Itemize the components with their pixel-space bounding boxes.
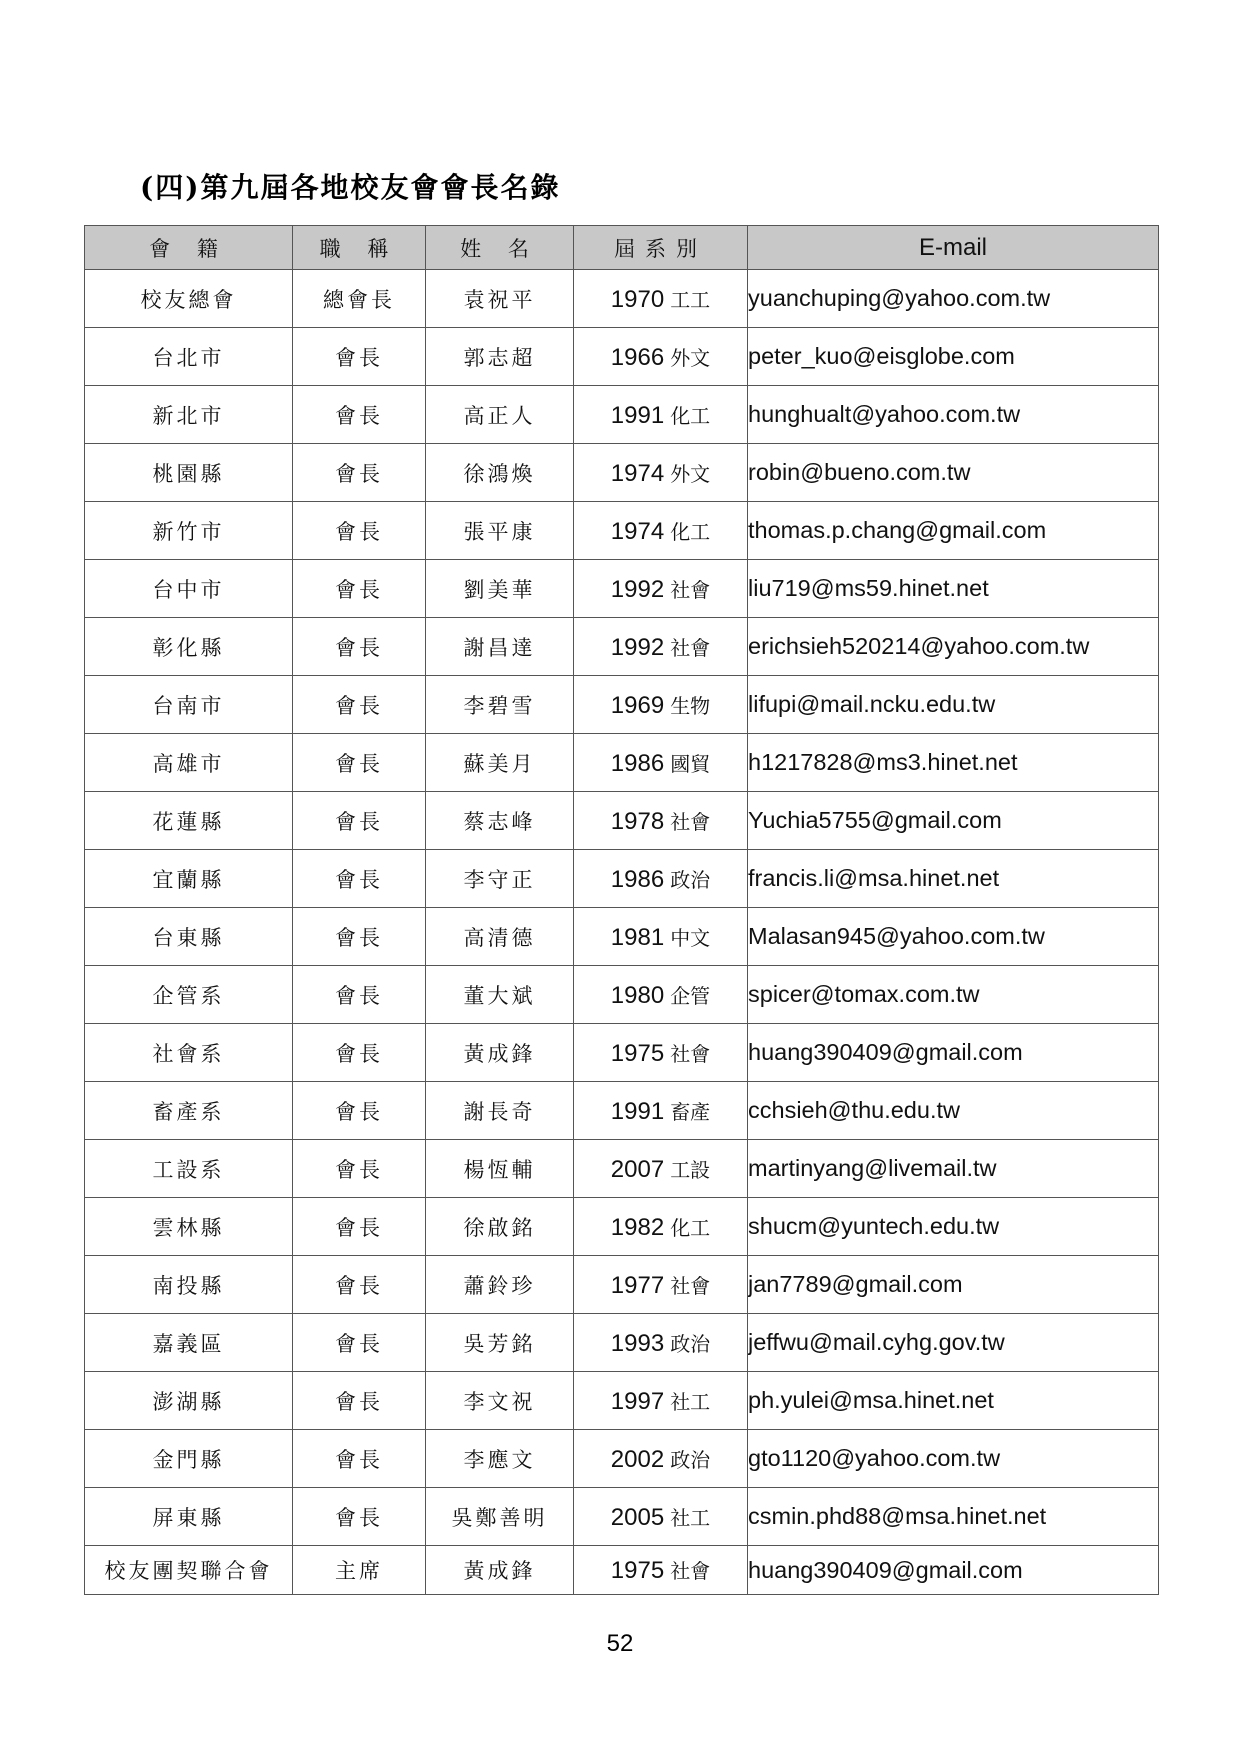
cell-email: h1217828@ms3.hinet.net [748,734,1159,792]
cell-region: 花蓮縣 [85,792,293,850]
cell-region: 金門縣 [85,1430,293,1488]
cell-region: 校友團契聯合會 [85,1546,293,1595]
department: 政治 [670,1331,711,1356]
cell-role: 會長 [293,502,426,560]
cell-email: robin@bueno.com.tw [748,444,1159,502]
table-row [85,908,1159,966]
cell-class-dept [574,734,748,792]
cell-role: 會長 [293,850,426,908]
class-year: 1981 [610,923,665,951]
cell-role: 主席 [293,1546,426,1595]
cell-name: 郭志超 [426,328,574,386]
class-year: 1966 [610,343,665,371]
class-year: 2002 [610,1445,665,1473]
class-year: 2007 [610,1155,665,1183]
class-year: 2005 [610,1503,665,1531]
department: 社會 [670,1041,711,1066]
table-row [85,1140,1159,1198]
cell-class-dept [574,1314,748,1372]
cell-email: liu719@ms59.hinet.net [748,560,1159,618]
class-year: 1975 [610,1039,665,1067]
cell-email: thomas.p.chang@gmail.com [748,502,1159,560]
cell-class-dept [574,1024,748,1082]
cell-region: 社會系 [85,1024,293,1082]
cell-region: 南投縣 [85,1256,293,1314]
alumni-president-table [84,225,1159,1595]
cell-class-dept [574,850,748,908]
cell-name: 李碧雪 [426,676,574,734]
cell-class-dept [574,1430,748,1488]
class-year: 1986 [610,749,665,777]
cell-region: 企管系 [85,966,293,1024]
cell-email: erichsieh520214@yahoo.com.tw [748,618,1159,676]
cell-name: 蕭鈴珍 [426,1256,574,1314]
table-row [85,792,1159,850]
cell-name: 李守正 [426,850,574,908]
cell-class-dept [574,792,748,850]
department: 社會 [670,577,711,602]
table-row [85,502,1159,560]
cell-class-dept [574,676,748,734]
cell-email: yuanchuping@yahoo.com.tw [748,270,1159,328]
class-year: 1993 [610,1329,665,1357]
cell-role: 會長 [293,1314,426,1372]
class-year: 1969 [610,691,665,719]
cell-role: 會長 [293,1082,426,1140]
cell-email: spicer@tomax.com.tw [748,966,1159,1024]
cell-role: 會長 [293,792,426,850]
cell-name: 黃成鋒 [426,1024,574,1082]
cell-role: 會長 [293,1024,426,1082]
department: 社工 [670,1389,711,1414]
department: 社會 [670,809,711,834]
table-row [85,270,1159,328]
table-row [85,1256,1159,1314]
table-header-row [85,226,1159,270]
cell-name: 李文祝 [426,1372,574,1430]
class-year: 1997 [610,1387,665,1415]
header-email: E-mail [748,226,1159,270]
class-year: 1982 [610,1213,665,1241]
cell-class-dept [574,1488,748,1546]
table-row [85,1372,1159,1430]
cell-class-dept [574,1256,748,1314]
department: 外文 [670,461,711,486]
department: 工工 [670,287,711,312]
class-year: 1986 [610,865,665,893]
cell-region: 屏東縣 [85,1488,293,1546]
cell-role: 會長 [293,328,426,386]
table-row [85,444,1159,502]
department: 國貿 [670,751,711,776]
table-row [85,1082,1159,1140]
cell-email: gto1120@yahoo.com.tw [748,1430,1159,1488]
department: 社會 [670,1273,711,1298]
cell-role: 會長 [293,966,426,1024]
cell-name: 謝昌達 [426,618,574,676]
page-number: 52 [606,1630,634,1657]
department: 化工 [670,519,711,544]
table-body [85,270,1159,1595]
cell-email: csmin.phd88@msa.hinet.net [748,1488,1159,1546]
page-title: (四)第九屆各地校友會會長名錄 [140,171,561,204]
cell-class-dept [574,328,748,386]
department: 政治 [670,1447,711,1472]
department: 外文 [670,345,711,370]
cell-class-dept [574,1546,748,1595]
cell-email: Malasan945@yahoo.com.tw [748,908,1159,966]
cell-role: 會長 [293,1430,426,1488]
cell-role: 會長 [293,1140,426,1198]
table-row [85,560,1159,618]
class-year: 1978 [610,807,665,835]
cell-region: 工設系 [85,1140,293,1198]
class-year: 1975 [610,1557,665,1584]
class-year: 1974 [610,517,665,545]
class-year: 1977 [610,1271,665,1299]
table-row [85,386,1159,444]
cell-role: 會長 [293,1488,426,1546]
table-row [85,676,1159,734]
cell-region: 台北市 [85,328,293,386]
table-row [85,1024,1159,1082]
department: 化工 [670,1215,711,1240]
cell-role: 會長 [293,1256,426,1314]
cell-region: 台東縣 [85,908,293,966]
cell-name: 董大斌 [426,966,574,1024]
cell-email: jan7789@gmail.com [748,1256,1159,1314]
cell-region: 畜產系 [85,1082,293,1140]
department: 社會 [670,635,711,660]
cell-email: francis.li@msa.hinet.net [748,850,1159,908]
cell-name: 蔡志峰 [426,792,574,850]
cell-region: 嘉義區 [85,1314,293,1372]
cell-name: 吳芳銘 [426,1314,574,1372]
cell-role: 會長 [293,560,426,618]
cell-role: 總會長 [293,270,426,328]
cell-class-dept [574,270,748,328]
table-row [85,966,1159,1024]
cell-class-dept [574,908,748,966]
department: 工設 [670,1157,711,1182]
cell-role: 會長 [293,618,426,676]
cell-email: Yuchia5755@gmail.com [748,792,1159,850]
cell-name: 高清德 [426,908,574,966]
table-row [85,734,1159,792]
department: 社會 [670,1559,711,1583]
table-row [85,850,1159,908]
header-class-dept: 屆系別 [574,226,748,270]
department: 生物 [670,693,711,718]
cell-email: huang390409@gmail.com [748,1024,1159,1082]
table-row [85,618,1159,676]
cell-name: 李應文 [426,1430,574,1488]
cell-email: peter_kuo@eisglobe.com [748,328,1159,386]
cell-name: 張平康 [426,502,574,560]
table-row [85,1430,1159,1488]
header-name: 姓 名 [426,226,574,270]
cell-class-dept [574,386,748,444]
cell-name: 楊恆輔 [426,1140,574,1198]
cell-region: 雲林縣 [85,1198,293,1256]
cell-class-dept [574,1198,748,1256]
cell-email: cchsieh@thu.edu.tw [748,1082,1159,1140]
cell-role: 會長 [293,908,426,966]
cell-email: lifupi@mail.ncku.edu.tw [748,676,1159,734]
cell-email: hunghualt@yahoo.com.tw [748,386,1159,444]
cell-email: huang390409@gmail.com [748,1546,1159,1595]
department: 政治 [670,867,711,892]
cell-region: 校友總會 [85,270,293,328]
cell-region: 台南市 [85,676,293,734]
class-year: 1991 [610,1097,665,1125]
department: 社工 [670,1505,711,1530]
cell-name: 劉美華 [426,560,574,618]
cell-region: 桃園縣 [85,444,293,502]
cell-region: 新竹市 [85,502,293,560]
department: 中文 [670,925,711,950]
department: 企管 [670,983,711,1008]
cell-class-dept [574,1372,748,1430]
cell-class-dept [574,1140,748,1198]
department: 化工 [670,403,711,428]
cell-class-dept [574,444,748,502]
cell-region: 台中市 [85,560,293,618]
class-year: 1980 [610,981,665,1009]
cell-class-dept [574,560,748,618]
cell-region: 新北市 [85,386,293,444]
cell-role: 會長 [293,676,426,734]
cell-email: ph.yulei@msa.hinet.net [748,1372,1159,1430]
cell-name: 吳鄭善明 [426,1488,574,1546]
class-year: 1991 [610,401,665,429]
cell-name: 黃成鋒 [426,1546,574,1595]
cell-region: 高雄市 [85,734,293,792]
class-year: 1974 [610,459,665,487]
table-row [85,328,1159,386]
cell-role: 會長 [293,444,426,502]
cell-email: shucm@yuntech.edu.tw [748,1198,1159,1256]
table-row [85,1198,1159,1256]
table-row [85,1546,1159,1595]
cell-class-dept [574,502,748,560]
cell-name: 袁祝平 [426,270,574,328]
header-role: 職 稱 [293,226,426,270]
cell-class-dept [574,966,748,1024]
cell-class-dept [574,1082,748,1140]
cell-email: martinyang@livemail.tw [748,1140,1159,1198]
cell-region: 澎湖縣 [85,1372,293,1430]
cell-role: 會長 [293,1372,426,1430]
cell-role: 會長 [293,1198,426,1256]
cell-name: 蘇美月 [426,734,574,792]
cell-name: 謝長奇 [426,1082,574,1140]
department: 畜產 [670,1099,711,1124]
header-region: 會 籍 [85,226,293,270]
cell-region: 彰化縣 [85,618,293,676]
cell-name: 徐啟銘 [426,1198,574,1256]
cell-role: 會長 [293,734,426,792]
table-row [85,1488,1159,1546]
class-year: 1992 [610,633,665,661]
cell-name: 高正人 [426,386,574,444]
cell-email: jeffwu@mail.cyhg.gov.tw [748,1314,1159,1372]
class-year: 1970 [610,285,665,313]
class-year: 1992 [610,575,665,603]
cell-role: 會長 [293,386,426,444]
cell-region: 宜蘭縣 [85,850,293,908]
table-row [85,1314,1159,1372]
cell-class-dept [574,618,748,676]
cell-name: 徐鴻煥 [426,444,574,502]
